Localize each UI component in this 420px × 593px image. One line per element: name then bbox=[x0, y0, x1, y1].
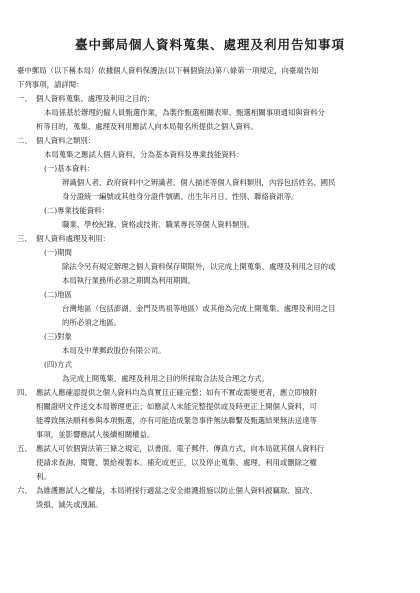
subsection-label: (四)方式 bbox=[44, 360, 72, 369]
subsection-label: (二)地區 bbox=[44, 290, 72, 299]
intro-line: 臺中郵局（以下稱本局）依據個人資料保護法(以下稱個資法)第八條第一項規定，向臺端告知 bbox=[17, 66, 319, 75]
subsection-body-line: 辨識個人者、政府資料中之辨識者、個人描述等個人資料類別，內容包括姓名、國民 bbox=[62, 178, 336, 187]
section-body-line: 本局蒐集之應試人個人資料，分為基本資料及專業技能資料： bbox=[44, 150, 244, 159]
section-body-line: 能導致無法順利參與本項甄選，亦有可能造成緊急事件無法聯繫及甄選結果無法送達等 bbox=[36, 416, 317, 425]
subsection-body-line: 身分證統一編號或其他身分證件號碼、出生年月日、性別、聯絡資訊等。 bbox=[62, 192, 299, 201]
section-body-line: 事項，並影響應試人後續相關權益。 bbox=[36, 430, 155, 439]
subsection-body-line: 除法令另有規定辦理之個人資料保存期限外，以完成上開蒐集、處理及利用之目的或 bbox=[62, 262, 336, 271]
subsection-label: (一)期間 bbox=[44, 248, 72, 257]
subsection-body-line: 台灣地區（包括澎湖、金門及馬祖等地區）或其他為完成上開蒐集、處理及利用之目 bbox=[62, 304, 336, 313]
section-number: 二、 bbox=[17, 136, 32, 145]
subsection-body-line: 為完成上開蒐集、處理及利用之目的所採取合法及合理之方式。 bbox=[62, 374, 269, 383]
section-body-line: 毀損、滅失或洩漏。 bbox=[36, 500, 103, 509]
section-body-line: 利。 bbox=[36, 472, 51, 481]
section-body-line: 為維護應試人之權益，本局將採行適當之安全維護措施以防止個人資料被竊取、竄改、 bbox=[36, 486, 317, 495]
section-number: 三、 bbox=[17, 234, 32, 243]
section-heading: 個人資料蒐集、處理及利用之目的： bbox=[36, 94, 155, 103]
section-number: 五、 bbox=[17, 444, 32, 453]
subsection-body-line: 本局執行業務所必須之期間為利用期間。 bbox=[62, 276, 196, 285]
section-body-line: 析等目的，蒐集、處理及利用應試人向本局報名所提供之個人資料。 bbox=[36, 122, 258, 131]
section-number: 一、 bbox=[17, 94, 32, 103]
subsection-body-line: 職業、學校紀錄、資格或技術、職業專長等個人資料類別。 bbox=[62, 220, 255, 229]
page-title: 臺中郵局個人資料蒐集、處理及利用告知事項 bbox=[74, 37, 345, 52]
section-body-line: 本局係基於辦理約僱人員甄選作業，為製作甄選相關表單、甄選相關事項通知與資料分 bbox=[44, 108, 325, 117]
section-number: 四、 bbox=[17, 388, 32, 397]
subsection-body-line: 本局及中華郵政股份有限公司。 bbox=[62, 346, 166, 355]
section-heading: 個人資料之類別： bbox=[36, 136, 96, 145]
intro-line: 下列事項，請詳閱： bbox=[17, 80, 84, 89]
subsection-label: (一)基本資料： bbox=[44, 164, 95, 173]
section-heading: 個人資料處理及利用： bbox=[36, 234, 110, 243]
subsection-label: (三)對象 bbox=[44, 332, 72, 341]
section-body-line: 相關證明文件送交本局辦理更正；如應試人未能完整提供或及時更正上開個人資料，可 bbox=[36, 402, 317, 411]
section-body-line: 應試人可依個資法第三條之規定，以書面、電子郵件、傳真方式，向本局就其個人資料行 bbox=[36, 444, 325, 453]
subsection-body-line: 的所必須之地區。 bbox=[62, 318, 122, 327]
section-body-line: 使請求查詢、閱覽、製給複製本、補充或更正，以及停止蒐集、處理、利用或刪除之權 bbox=[36, 458, 317, 467]
section-number: 六、 bbox=[17, 486, 32, 495]
section-body-line: 應試人應確認提供之個人資料均為真實且正確完整；如有不實或需變更者，應立即檢附 bbox=[36, 388, 317, 397]
subsection-label: (二)專業技能資料： bbox=[44, 206, 109, 215]
